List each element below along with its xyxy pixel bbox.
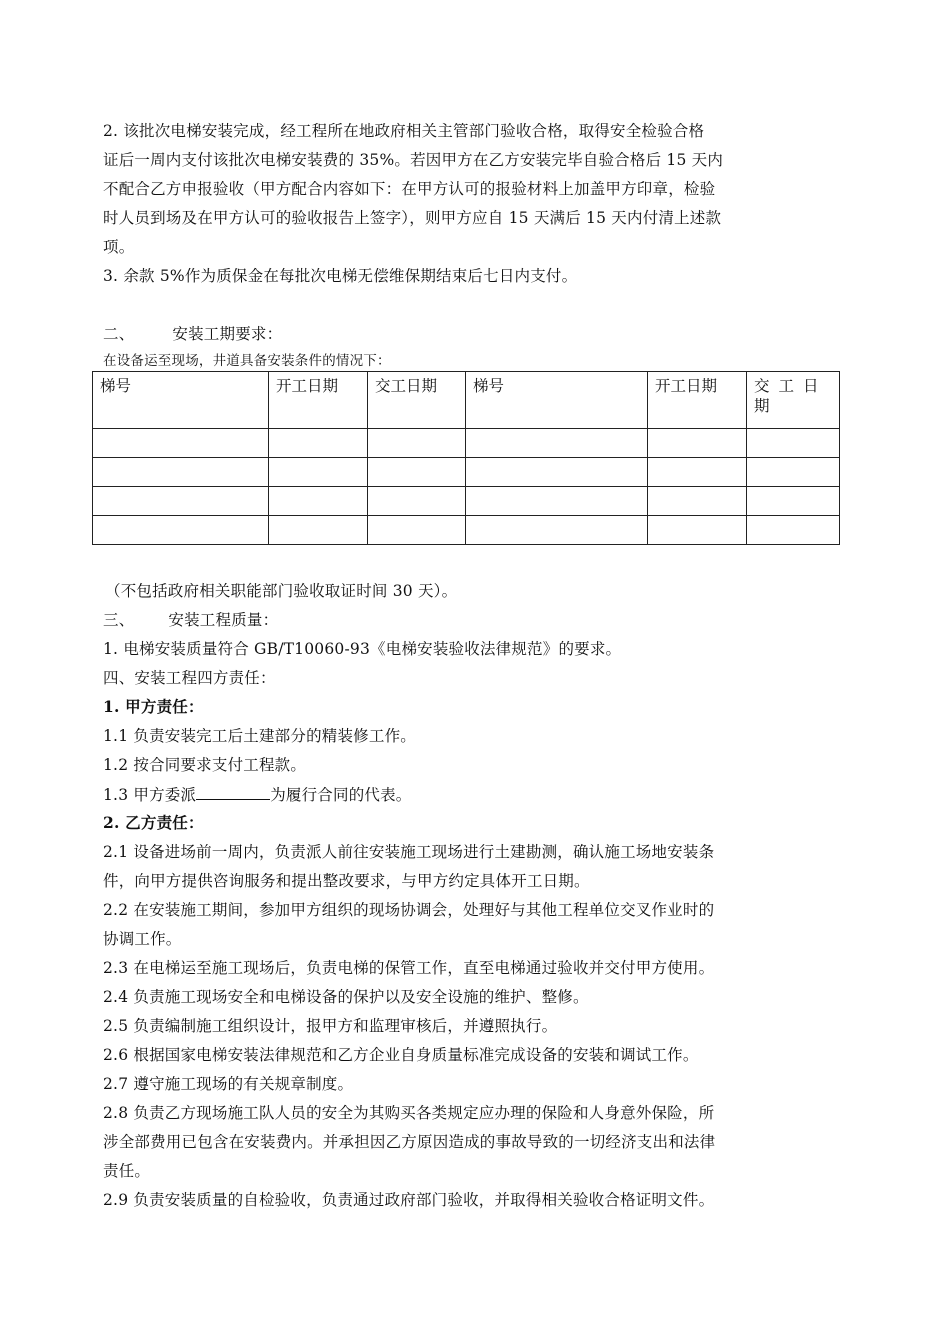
partyB-title: 2. 乙方责任：: [103, 813, 204, 832]
table-cell: [466, 516, 648, 545]
section3-item1: 1. 电梯安装质量符合 GB/T10060-93《电梯安装验收法律规范》的要求。: [103, 640, 622, 658]
table-cell: [648, 429, 747, 458]
partyA-title: 1. 甲方责任：: [103, 697, 204, 716]
partyB-line: 涉全部费用已包含在安装费内。并承担因乙方原因造成的事故导致的一切经济支出和法律: [103, 1133, 716, 1151]
partyA-item3-before: 1.3 甲方委派: [103, 786, 197, 804]
table-cell: [648, 487, 747, 516]
table-cell: [747, 487, 840, 516]
section2-note: 在设备运至现场，井道具备安装条件的情况下：: [103, 353, 391, 369]
schedule-table: [92, 371, 840, 545]
payment-item2-line1: 2. 该批次电梯安装完成，经工程所在地政府相关主管部门验收合格，取得安全检验合格: [103, 122, 705, 140]
partyA-item3-after: 为履行合同的代表。: [270, 786, 412, 804]
partyA-item2: 1.2 按合同要求支付工程款。: [103, 756, 307, 774]
table-cell: [269, 487, 368, 516]
partyB-line: 2.9 负责安装质量的自检验收，负责通过政府部门验收，并取得相关验收合格证明文件。: [103, 1191, 715, 1209]
table-cell: [648, 516, 747, 545]
table-cell: [648, 458, 747, 487]
section4-heading: 四、安装工程四方责任：: [103, 669, 276, 687]
section2-heading-num: 二、: [103, 325, 135, 343]
schedule-row: [93, 516, 840, 545]
table-cell: [269, 458, 368, 487]
partyB-line: 件，向甲方提供咨询服务和提出整改要求，与甲方约定具体开工日期。: [103, 872, 590, 890]
table-cell: [368, 458, 466, 487]
table-cell: [368, 487, 466, 516]
partyB-line: 2.3 在电梯运至施工现场后，负责电梯的保管工作，直至电梯通过验收并交付甲方使用。: [103, 959, 715, 977]
section3-heading-num: 三、: [103, 611, 135, 629]
table-cell: [269, 429, 368, 458]
table-cell: [93, 429, 269, 458]
table-cell: [368, 429, 466, 458]
header-elevator-no-2: 梯号: [466, 372, 648, 429]
partyB-line: 责任。: [103, 1162, 151, 1180]
section2-heading: [103, 324, 282, 344]
schedule-row: [93, 429, 840, 458]
payment-item2-line3: 不配合乙方申报验收（甲方配合内容如下：在甲方认可的报验材料上加盖甲方印章，检验: [103, 180, 716, 198]
partyA-item3: [103, 784, 412, 805]
table-cell: [93, 458, 269, 487]
partyB-line: 协调工作。: [103, 930, 182, 948]
schedule-row: [93, 458, 840, 487]
section2-heading-text: 安装工期要求：: [172, 325, 283, 343]
section3-heading: [103, 610, 278, 630]
table-cell: [93, 516, 269, 545]
partyB-line: 2.8 负责乙方现场施工队人员的安全为其购买各类规定应办理的保险和人身意外保险，所: [103, 1104, 715, 1122]
section3-heading-text: 安装工程质量：: [168, 611, 279, 629]
header-finish-date: 交工日期: [368, 372, 466, 429]
payment-item3: 3. 余款 5%作为质保金在每批次电梯无偿维保期结束后七日内支付。: [103, 267, 578, 285]
partyB-line: 2.4 负责施工现场安全和电梯设备的保护以及安全设施的维护、整修。: [103, 988, 589, 1006]
header-start-date-2: 开工日期: [648, 372, 747, 429]
representative-blank: [196, 784, 270, 800]
partyA-item1: 1.1 负责安装完工后土建部分的精装修工作。: [103, 727, 416, 745]
partyB-line: 2.5 负责编制施工组织设计，报甲方和监理审核后，并遵照执行。: [103, 1017, 558, 1035]
table-cell: [93, 487, 269, 516]
table-cell: [466, 458, 648, 487]
partyB-line: 2.7 遵守施工现场的有关规章制度。: [103, 1075, 354, 1093]
partyB-line: 2.1 设备进场前一周内，负责派人前往安装施工现场进行土建勘测，确认施工场地安装条: [103, 843, 715, 861]
table-cell: [269, 516, 368, 545]
header-elevator-no: 梯号: [93, 372, 269, 429]
table-cell: [466, 487, 648, 516]
payment-item2-line5: 项。: [103, 238, 135, 256]
payment-item2-line2: 证后一周内支付该批次电梯安装费的 35%。若因甲方在乙方安装完毕自验合格后 15 天内: [103, 151, 724, 169]
payment-item2-line4: 时人员到场及在甲方认可的验收报告上签字），则甲方应自 15 天满后 15 天内付清上述款: [103, 209, 722, 227]
table-cell: [747, 516, 840, 545]
section2-footnote: （不包括政府相关职能部门验收取证时间 30 天）。: [105, 582, 458, 600]
partyB-line: 2.2 在安装施工期间，参加甲方组织的现场协调会，处理好与其他工程单位交叉作业时的: [103, 901, 715, 919]
schedule-header-row: [93, 372, 840, 429]
table-cell: [368, 516, 466, 545]
partyB-line: 2.6 根据国家电梯安装法律规范和乙方企业自身质量标准完成设备的安装和调试工作。: [103, 1046, 699, 1064]
schedule-row: [93, 487, 840, 516]
header-start-date: 开工日期: [269, 372, 368, 429]
header-finish-date-2: 交工日期: [747, 372, 840, 429]
table-cell: [747, 429, 840, 458]
table-cell: [747, 458, 840, 487]
table-cell: [466, 429, 648, 458]
